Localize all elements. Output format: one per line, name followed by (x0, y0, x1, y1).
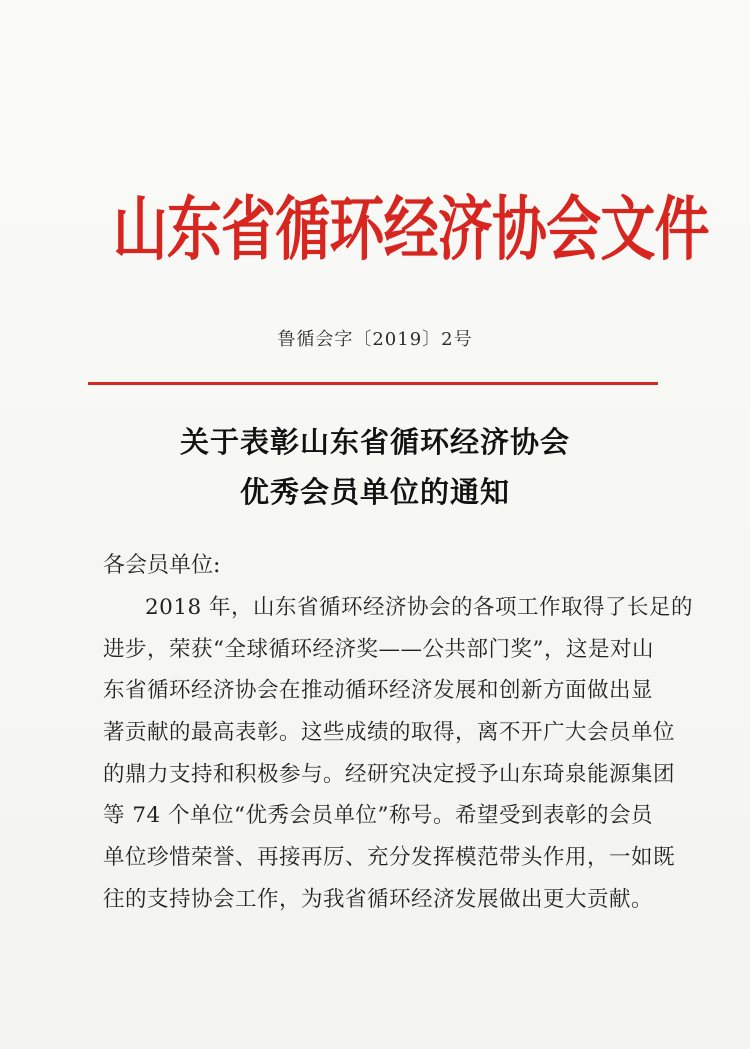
document-number: 鲁循会字〔2019〕2号 (277, 329, 473, 350)
body-line: 等 74 个单位“优秀会员单位”称号。希望受到表彰的会员 (103, 803, 654, 828)
body-line: 单位珍惜荣誉、再接再厉、充分发挥模范带头作用，一如既 (103, 845, 676, 870)
body-line: 进步，荣获“全球循环经济奖——公共部门奖”，这是对山 (103, 637, 654, 662)
body-line: 2018 年，山东省循环经济协会的各项工作取得了长足的 (145, 595, 694, 620)
body-line: 著贡献的最高表彰。这些成绩的取得，离不开广大会员单位 (103, 720, 676, 745)
body-line: 东省循环经济协会在推动循环经济发展和创新方面做出显 (103, 678, 654, 703)
document-header-title: 山东省循环经济协会文件 (112, 190, 709, 271)
notice-title-line-1: 关于表彰山东省循环经济协会 (179, 425, 570, 459)
body-line: 的鼎力支持和积极参与。经研究决定授予山东琦泉能源集团 (103, 762, 676, 787)
body-line: 往的支持协会工作，为我省循环经济发展做出更大贡献。 (103, 887, 654, 912)
notice-title-line-2: 优秀会员单位的通知 (239, 475, 510, 509)
header-divider (88, 382, 658, 385)
salutation: 各会员单位: (103, 553, 221, 578)
